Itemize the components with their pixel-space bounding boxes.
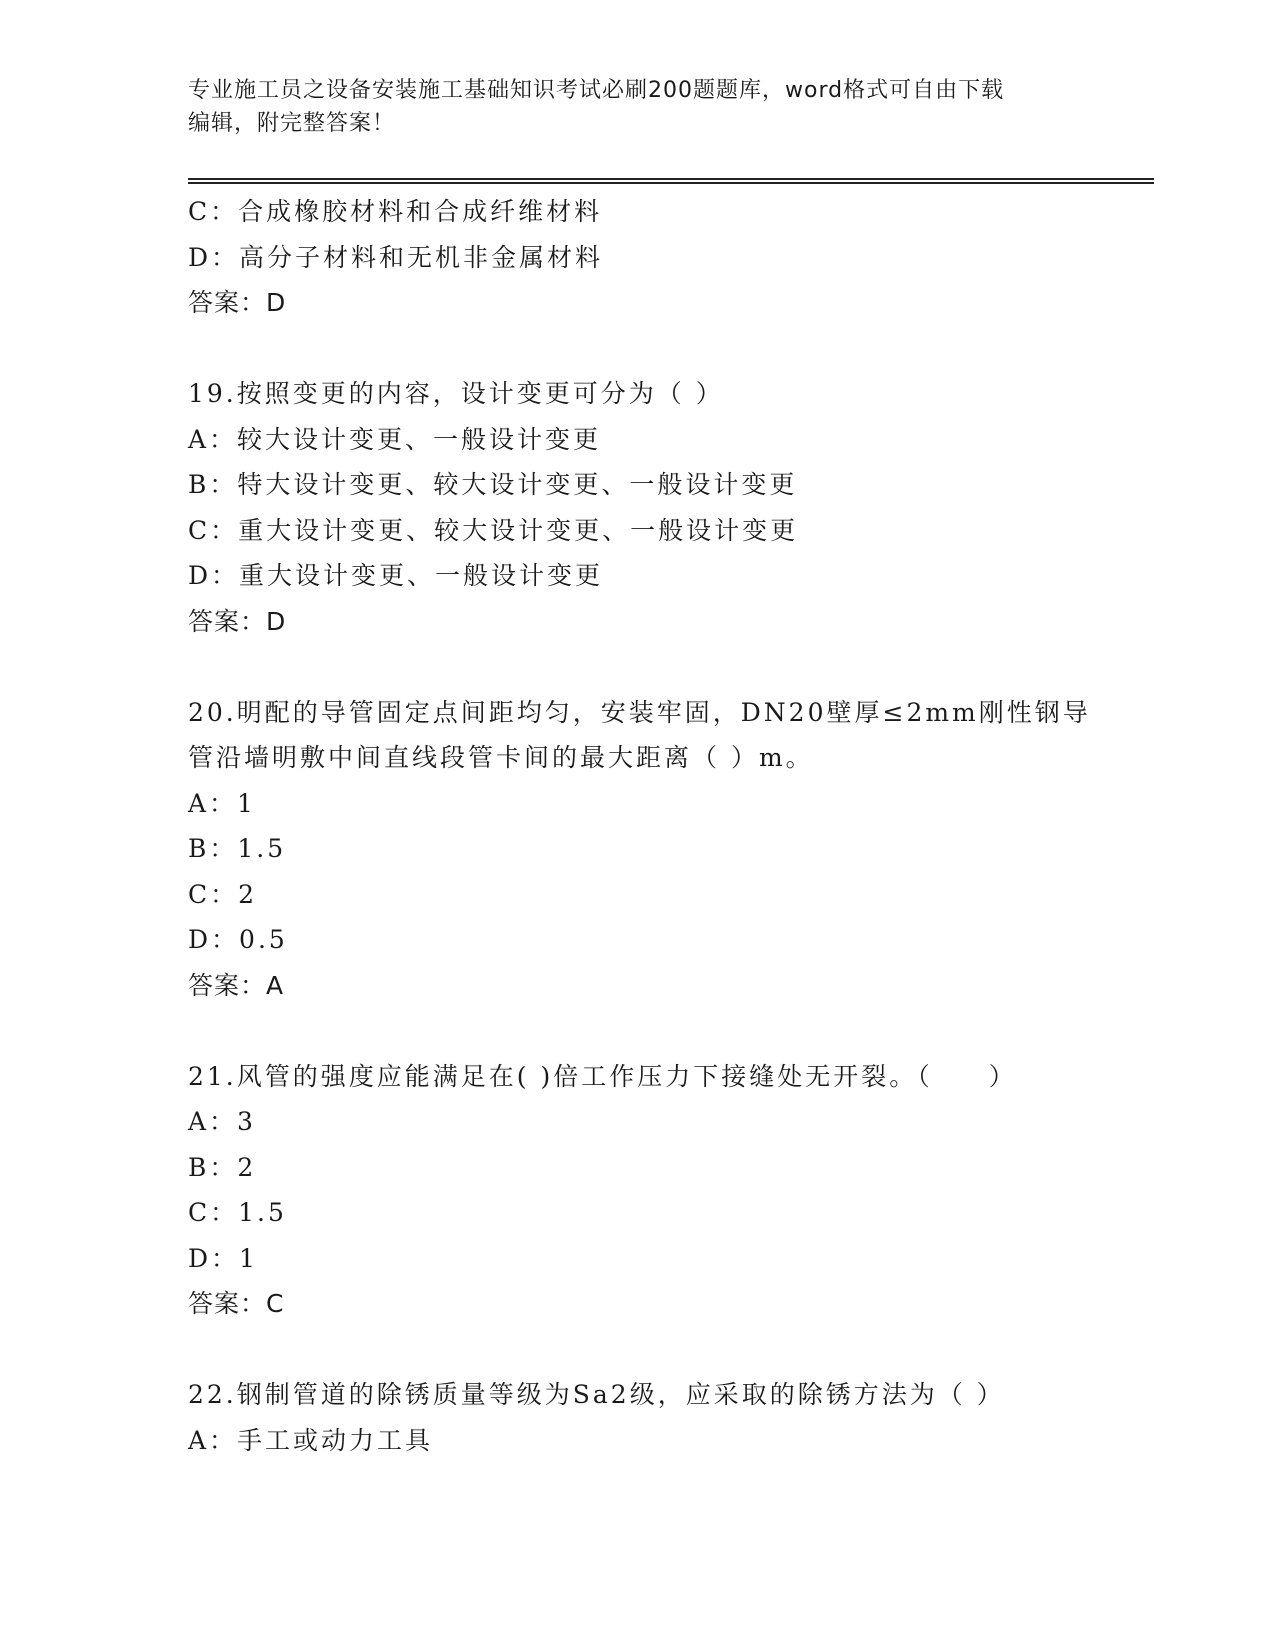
- question-20: [188, 690, 1091, 1009]
- question-19: [188, 371, 1088, 644]
- spacer: [188, 644, 1088, 690]
- option-c: C：2: [188, 879, 258, 909]
- option-c: C：1.5: [188, 1198, 287, 1227]
- header-title-line-1: 专业施工员之设备安装施工基础知识考试必刷200题题库，word格式可自由下载: [188, 78, 1005, 103]
- question-stem: 22.钢制管道的除锈质量等级为Sa2级，应采取的除锈方法为（ ）: [188, 1380, 1005, 1409]
- question-21: [188, 1054, 1088, 1327]
- question-list: [188, 189, 1091, 1463]
- previous-question-tail: [188, 189, 1088, 326]
- spacer: [188, 326, 1088, 372]
- spacer: [188, 1008, 1088, 1054]
- option-c: C：重大设计变更、较大设计变更、一般设计变更: [188, 515, 799, 545]
- spacer: [188, 1327, 1088, 1373]
- option-a: A：1: [188, 788, 256, 818]
- option-a: A：3: [188, 1107, 256, 1136]
- header-divider: [188, 178, 1154, 184]
- document-header: [188, 74, 1088, 140]
- option-b: B：1.5: [188, 834, 287, 863]
- answer-line: 答案：D: [188, 288, 287, 317]
- question-22: [188, 1372, 1088, 1463]
- question-stem: 19.按照变更的内容，设计变更可分为（ ）: [188, 379, 724, 408]
- option-d: D：1: [188, 1243, 258, 1273]
- option-d: D：重大设计变更、一般设计变更: [188, 561, 604, 590]
- option-d: D：高分子材料和无机非金属材料: [188, 242, 604, 272]
- answer-line: 答案：C: [188, 1289, 285, 1318]
- option-b: B：2: [188, 1152, 257, 1182]
- answer-line: 答案：D: [188, 606, 287, 636]
- question-stem-continued: 管沿墙明敷中间直线段管卡间的最大距离（ ）m。: [188, 743, 814, 772]
- question-stem: 20.明配的导管固定点间距均匀，安装牢固，DN20壁厚≤2mm刚性钢导: [188, 697, 1091, 727]
- header-title-line-2: 编辑，附完整答案！: [188, 111, 396, 136]
- question-stem: 21.风管的强度应能满足在( )倍工作压力下接缝处无开裂。（ ）: [188, 1061, 1017, 1091]
- option-b: B：特大设计变更、较大设计变更、一般设计变更: [188, 470, 798, 499]
- option-c: C：合成橡胶材料和合成纤维材料: [188, 197, 603, 226]
- option-a: A：手工或动力工具: [188, 1425, 434, 1455]
- answer-line: 答案：A: [188, 970, 285, 1000]
- option-a: A：较大设计变更、一般设计变更: [188, 424, 602, 454]
- option-d: D：0.5: [188, 925, 288, 954]
